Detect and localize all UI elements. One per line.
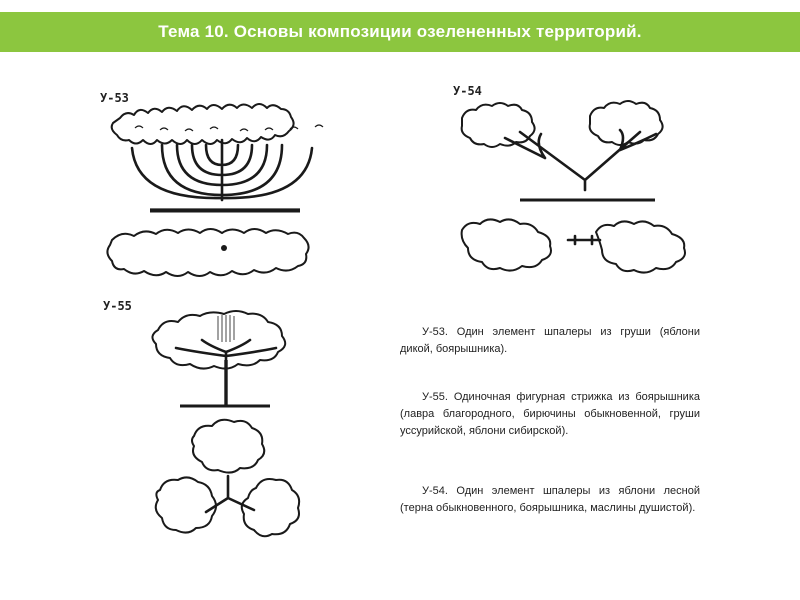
u55-crown-hatch [218, 315, 234, 342]
caption-u53: У-53. Один элемент шпалеры из груши (яблони дикой, боярышника). [400, 326, 700, 355]
u55-plan-top [192, 420, 264, 473]
figure-label-u53: У-53 [100, 91, 129, 105]
u55-crown [152, 311, 285, 369]
figure-label-u55: У-55 [103, 299, 132, 313]
u55-plan-branches [206, 476, 254, 512]
caption-u55: У-55. Одиночная фигурная стрижка из боярышника (лавра благородного, бирючины обыкновенной, груши уссурийской, яблони сибирской). [400, 391, 700, 437]
page-title: Тема 10. Основы композиции озелененных территорий. [158, 22, 642, 41]
u55-plan-left [156, 477, 216, 532]
figure-label-u54: У-54 [453, 84, 482, 98]
caption-u54: У-54. Один элемент шпалеры из яблони лесной (терна обыкновенного, боярышника, маслины душистой). [400, 485, 700, 514]
